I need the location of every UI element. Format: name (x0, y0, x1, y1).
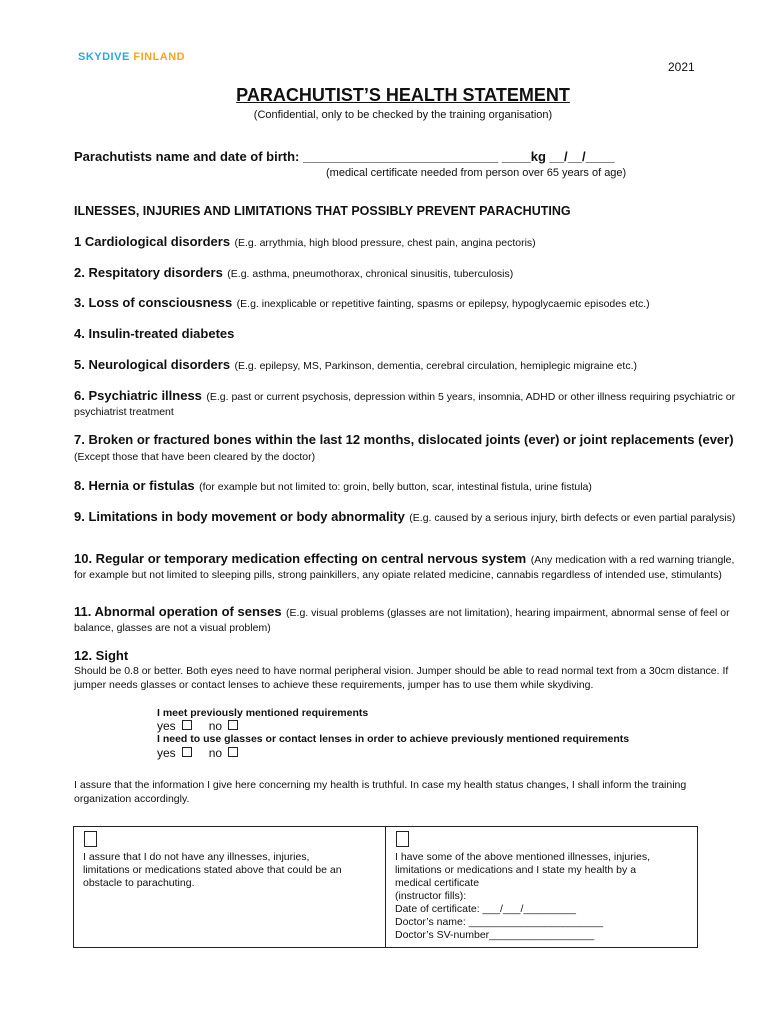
item-heading: 6. Psychiatric illness (74, 388, 202, 403)
cell-line: obstacle to parachuting. (83, 877, 195, 889)
yes-label: yes (157, 746, 176, 760)
item-heading: 10. Regular or temporary medication effecting on central nervous system (74, 551, 527, 566)
certificate-date-field[interactable]: Date of certificate: ___/___/_________ (395, 903, 576, 915)
item-broken-bones (74, 432, 736, 465)
requirement-1-label: I meet previously mentioned requirements (157, 707, 369, 719)
item-sight (74, 649, 736, 663)
cell-line: limitations or medications stated above that could be an (83, 864, 342, 876)
item-hernia (74, 479, 736, 494)
doctor-sv-number-field[interactable]: Doctor’s SV-number__________________ (395, 929, 595, 941)
item-heading: 9. Limitations in body movement or body abnormality (74, 509, 405, 524)
cell-line: (instructor fills): (395, 890, 467, 902)
item-desc: (E.g. inexplicable or repetitive fainting, spasms or epilepsy, hypoglycaemic episodes etc.) (236, 298, 650, 310)
cell-line: I assure that I do not have any illnesses, injuries, (83, 851, 310, 863)
item-desc: (E.g. visual problems (glasses are not limitation), hearing impairment, abnormal sense of feel or balance, glasses are not a visual problem) (74, 607, 730, 634)
req1-yes-checkbox[interactable] (182, 720, 192, 730)
yes-label: yes (157, 719, 176, 733)
page-title: PARACHUTIST’S HEALTH STATEMENT (236, 85, 570, 105)
item-heading: 7. Broken or fractured bones within the last 12 months, dislocated joints (ever) or joint replacements (ever) (74, 432, 734, 447)
has-conditions-checkbox[interactable] (396, 831, 409, 847)
item-desc: (E.g. arrythmia, high blood pressure, chest pain, angina pectoris) (234, 237, 536, 249)
req1-no-checkbox[interactable] (228, 720, 238, 730)
item-heading: 2. Respitatory disorders (74, 265, 223, 280)
item-consciousness (74, 296, 736, 311)
no-conditions-checkbox[interactable] (84, 831, 97, 847)
item-psychiatric (74, 389, 736, 419)
requirement-2-label: I need to use glasses or contact lenses in order to achieve previously mentioned requirements (157, 733, 630, 745)
declaration-has-conditions (385, 827, 697, 947)
name-birth-field[interactable]: Parachutists name and date of birth: ___________________________ ____kg __/__/____ (74, 149, 615, 164)
logo-finland: FINLAND (133, 51, 186, 63)
req2-yes-checkbox[interactable] (182, 747, 192, 757)
skydive-finland-logo (78, 51, 185, 63)
item-heading: 11. Abnormal operation of senses (74, 604, 282, 619)
item-heading: 3. Loss of consciousness (74, 295, 233, 310)
item-desc: (Any medication with a red warning triangle, for example but not limited to sleeping pills, strong painkillers, any opiate related medicine, cannabis regardless of intended use, stimulants) (74, 554, 735, 581)
item-desc: (E.g. past or current psychosis, depression within 5 years, insomnia, ADHD or other illness requiring psychiatric or psychiatrist treatment (74, 391, 736, 418)
has-conditions-text (395, 851, 689, 942)
item-neurological (74, 358, 736, 373)
item-diabetes (74, 327, 736, 341)
item-desc: (E.g. asthma, pneumothorax, chronical sinusitis, tuberculosis) (227, 268, 514, 280)
cell-line: limitations or medications and I state my health by a (395, 864, 637, 876)
item-desc: (Except those that have been cleared by the doctor) (74, 451, 316, 463)
item-desc: (for example but not limited to: groin, belly button, scar, intestinal fistula, urine fistula) (199, 481, 592, 493)
sight-description: Should be 0.8 or better. Both eyes need to have normal peripheral vision. Jumper should be able to read normal text from a 30cm distance. If jumper needs glasses or contact lenses to achieve these requirements, jumper has to use them while skydiving. (74, 665, 729, 691)
item-heading: 5. Neurological disorders (74, 357, 231, 372)
requirement-1-options (157, 719, 238, 733)
item-senses (74, 605, 736, 635)
item-desc: (E.g. epilepsy, MS, Parkinson, dementia, cerebral circulation, hemiplegic migraine etc.) (234, 360, 637, 372)
name-note: (medical certificate needed from person over 65 years of age) (326, 167, 627, 179)
item-heading: 1 Cardiological disorders (74, 234, 231, 249)
item-heading: 8. Hernia or fistulas (74, 478, 195, 493)
year: 2021 (668, 60, 695, 74)
item-cardiological (74, 235, 736, 250)
assurance-text: I assure that the information I give here concerning my health is truthful. In case my health status changes, I shall inform the training organization accordingly. (74, 779, 687, 805)
declaration-table (73, 826, 698, 948)
requirement-2-options (157, 746, 238, 760)
item-respiratory (74, 266, 736, 281)
cell-line: medical certificate (395, 877, 480, 889)
no-label: no (208, 746, 223, 760)
section-title: ILNESSES, INJURIES AND LIMITATIONS THAT POSSIBLY PREVENT PARACHUTING (74, 204, 571, 218)
req2-no-checkbox[interactable] (228, 747, 238, 757)
item-heading: 12. Sight (74, 648, 129, 663)
page-subtitle: (Confidential, only to be checked by the training organisation) (253, 109, 553, 121)
logo-skydive: SKYDIVE (78, 51, 130, 63)
item-medication (74, 552, 736, 582)
item-heading: 4. Insulin-treated diabetes (74, 326, 235, 341)
no-conditions-text (83, 851, 377, 890)
doctor-name-field[interactable]: Doctor’s name: _______________________ (395, 916, 604, 928)
item-desc: (E.g. caused by a serious injury, birth defects or even partial paralysis) (409, 512, 736, 524)
item-body-movement (74, 510, 736, 525)
no-label: no (208, 719, 223, 733)
cell-line: I have some of the above mentioned illnesses, injuries, (395, 851, 651, 863)
declaration-no-conditions (74, 827, 385, 947)
